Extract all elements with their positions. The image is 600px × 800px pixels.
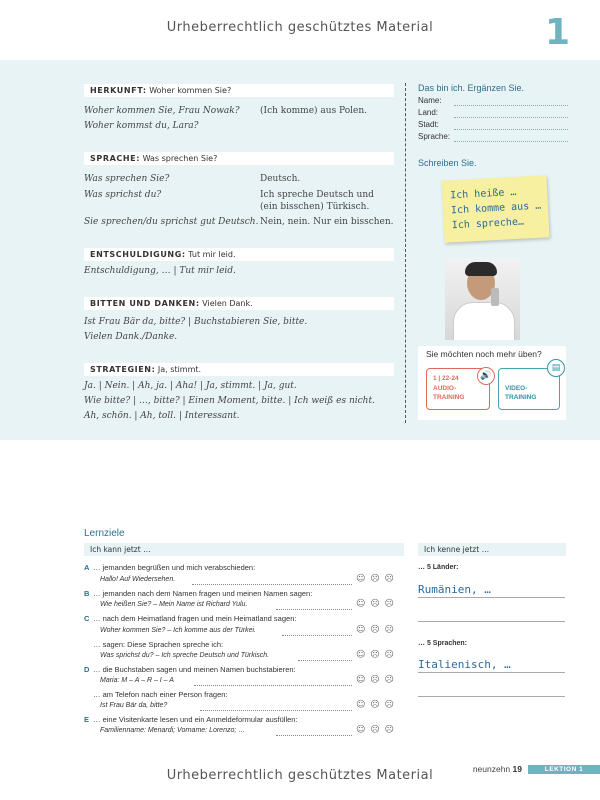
form-title: Das bin ich. Ergänzen Sie. — [418, 83, 525, 93]
goal-example: Wie heißen Sie? – Mein Name ist Richard Yulu. — [100, 601, 248, 608]
film-icon: ▤ — [547, 359, 565, 377]
answer-line — [418, 696, 565, 697]
phrase: Ist Frau Bär da, bitte? | Buchstabieren Sie, bitte. — [84, 317, 308, 327]
learning-goals-title: Lernziele — [84, 528, 125, 539]
goal-text: … jemanden nach dem Namen fragen und meinen Namen sagen: — [93, 589, 313, 598]
countries-answer[interactable]: Rumänien, … — [418, 583, 491, 596]
goal-text: … am Telefon nach einer Person fragen: — [93, 690, 228, 699]
goal-example: Woher kommen Sie? – Ich komme aus der Türkei. — [100, 627, 257, 634]
goal-text: … sagen: Diese Sprachen spreche ich: — [93, 640, 224, 649]
goal-text: … eine Visitenkarte lesen und ein Anmeldeformular ausfüllen: — [93, 715, 298, 724]
phrase-answer: (Ich komme) aus Polen. — [260, 106, 368, 116]
write-title: Schreiben Sie. — [418, 158, 477, 168]
goal-example: Familienname: Menardi; Vorname: Lorenzo; … — [100, 727, 246, 734]
copyright-watermark-top: Urheberrechtlich geschütztes Material — [166, 20, 434, 35]
form-field-city[interactable]: Stadt: — [418, 120, 568, 132]
section-header-strategien: STRATEGIEN: Ja, stimmt. — [84, 363, 394, 376]
section-header-entschuldigung: ENTSCHULDIGUNG: Tut mir leid. — [84, 248, 394, 261]
phrase: Ja. | Nein. | Ah, ja. | Aha! | Ja, stimmt. | Ja, gut. — [84, 381, 297, 391]
phrase: Wie bitte? | …, bitte? | Einen Moment, bitte. | Ich weiß es nicht. — [84, 396, 375, 406]
audio-label: AUDIO- — [433, 385, 457, 392]
sticky-note — [441, 175, 549, 242]
phrase-answer: Nein, nein. Nur ein bisschen. — [260, 217, 394, 227]
answer-line — [418, 672, 565, 673]
man-on-phone-photo — [445, 258, 520, 340]
form-field-country[interactable]: Land: — [418, 108, 568, 120]
page-number: neunzehn 19 — [472, 764, 522, 774]
phrase: Was sprichst du? — [84, 190, 162, 200]
self-assessment-smileys[interactable]: ☺ ☹ ☹ — [356, 625, 395, 635]
learning-goals-panel — [0, 440, 600, 760]
phrase: Woher kommst du, Lara? — [84, 121, 199, 131]
phrase-answer: Deutsch. — [260, 174, 301, 184]
self-assessment-smileys[interactable]: ☺ ☹ ☹ — [356, 725, 395, 735]
phrase: Vielen Dank./Danke. — [84, 332, 178, 342]
section-header-herkunft: HERKUNFT: Woher kommen Sie? — [84, 84, 394, 97]
goal-example: Ist Frau Bär da, bitte? — [100, 702, 168, 709]
goal-example: Was sprichst du? – Ich spreche Deutsch und Türkisch. — [100, 652, 270, 659]
dotted-line — [192, 584, 352, 585]
dotted-line — [298, 660, 352, 661]
speaker-icon: 🔊 — [477, 367, 495, 385]
form-field-name[interactable]: Name: — [418, 96, 568, 108]
phrase-answer: Ich spreche Deutsch und — [260, 190, 374, 200]
form-field-language[interactable]: Sprache: — [418, 132, 568, 144]
self-assessment-smileys[interactable]: ☺ ☹ ☹ — [356, 700, 395, 710]
goal-letter: E — [84, 715, 90, 724]
self-assessment-smileys[interactable]: ☺ ☹ ☹ — [356, 574, 395, 584]
phrase: Entschuldigung, … | Tut mir leid. — [84, 266, 236, 276]
self-assessment-smileys[interactable]: ☺ ☹ ☹ — [356, 650, 395, 660]
chapter-number: 1 — [544, 12, 570, 53]
goal-letter: B — [84, 589, 90, 598]
dotted-line — [194, 685, 352, 686]
more-practice-box — [418, 346, 566, 420]
note-line: Ich heiße … — [449, 186, 517, 202]
video-training-button[interactable] — [498, 363, 561, 410]
phrase: Woher kommen Sie, Frau Nowak? — [84, 106, 240, 116]
column-divider — [405, 83, 406, 423]
copyright-watermark-bottom: Urheberrechtlich geschütztes Material — [166, 768, 434, 783]
dotted-line — [276, 735, 352, 736]
know-now-header: Ich kenne jetzt … — [418, 543, 566, 556]
note-line: Ich komme aus … — [450, 200, 542, 217]
answer-line — [418, 597, 565, 598]
answer-line — [418, 621, 565, 622]
note-line: Ich spreche… — [451, 216, 525, 232]
goal-example: Maria: M – A – R – I – A — [100, 677, 174, 684]
goal-text: … jemanden begrüßen und mich verabschieden: — [93, 563, 256, 572]
goal-text: … nach dem Heimatland fragen und mein Heimatland sagen: — [93, 614, 297, 623]
lesson-tab: LEKTION 1 — [528, 765, 600, 774]
audio-training-button[interactable] — [426, 368, 490, 410]
audio-label: TRAINING — [433, 394, 465, 401]
self-assessment-smileys[interactable]: ☺ ☹ ☹ — [356, 599, 395, 609]
dotted-line — [276, 609, 352, 610]
can-now-header: Ich kann jetzt … — [84, 543, 404, 556]
section-header-sprache: SPRACHE: Was sprechen Sie? — [84, 152, 394, 165]
countries-label: … 5 Länder: — [418, 564, 459, 571]
video-label: VIDEO- — [505, 385, 528, 392]
phrase: Ah, schön. | Ah, toll. | Interessant. — [84, 411, 240, 421]
goal-letter: A — [84, 563, 90, 572]
audio-track: 1 | 22-24 — [433, 375, 459, 382]
dotted-line — [200, 710, 352, 711]
more-practice-title: Sie möchten noch mehr üben? — [426, 349, 542, 359]
languages-label: … 5 Sprachen: — [418, 640, 468, 647]
section-header-bitten-und-danken: BITTEN UND DANKEN: Vielen Dank. — [84, 297, 394, 310]
phrase-answer: (ein bisschen) Türkisch. — [260, 202, 370, 212]
goal-letter: C — [84, 614, 90, 623]
dotted-line — [282, 635, 352, 636]
phrase: Sie sprechen/du sprichst gut Deutsch. — [84, 217, 259, 227]
goal-letter: D — [84, 665, 90, 674]
goal-text: … die Buchstaben sagen und meinen Namen buchstabieren: — [93, 665, 296, 674]
languages-answer[interactable]: Italienisch, … — [418, 658, 511, 671]
phrase: Was sprechen Sie? — [84, 174, 170, 184]
video-label: TRAINING — [505, 394, 537, 401]
self-assessment-smileys[interactable]: ☺ ☹ ☹ — [356, 675, 395, 685]
goal-example: Hallo! Auf Wiedersehen. — [100, 576, 176, 583]
